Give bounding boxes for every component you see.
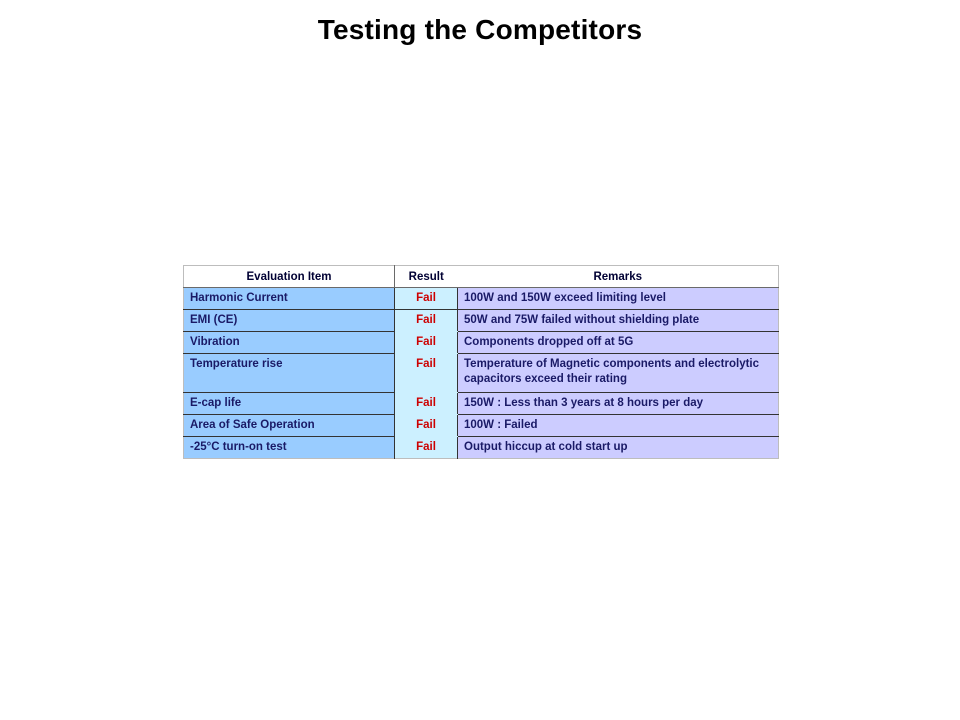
table-row bbox=[184, 393, 779, 415]
table-header-row bbox=[184, 266, 779, 288]
evaluation-table-container bbox=[183, 265, 778, 459]
evaluation-table bbox=[183, 265, 779, 459]
header-result: Result bbox=[395, 266, 458, 288]
evaluation-item-cell: Temperature rise bbox=[184, 354, 395, 393]
remarks-cell: 50W and 75W failed without shielding plate bbox=[458, 310, 779, 332]
remarks-cell: 150W : Less than 3 years at 8 hours per day bbox=[458, 393, 779, 415]
evaluation-item-cell: EMI (CE) bbox=[184, 310, 395, 332]
result-cell: Fail bbox=[395, 354, 458, 393]
result-cell: Fail bbox=[395, 393, 458, 415]
table-row bbox=[184, 437, 779, 459]
remarks-cell: 100W : Failed bbox=[458, 415, 779, 437]
header-remarks: Remarks bbox=[458, 266, 779, 288]
evaluation-item-cell: -25°C turn-on test bbox=[184, 437, 395, 459]
evaluation-item-cell: Harmonic Current bbox=[184, 288, 395, 310]
evaluation-item-cell: E-cap life bbox=[184, 393, 395, 415]
evaluation-item-cell: Area of Safe Operation bbox=[184, 415, 395, 437]
table-row bbox=[184, 332, 779, 354]
table-row bbox=[184, 288, 779, 310]
result-cell: Fail bbox=[395, 288, 458, 310]
header-evaluation-item: Evaluation Item bbox=[184, 266, 395, 288]
table-row bbox=[184, 415, 779, 437]
remarks-cell: Output hiccup at cold start up bbox=[458, 437, 779, 459]
slide-title: Testing the Competitors bbox=[317, 14, 643, 45]
remarks-cell: Temperature of Magnetic components and electrolytic capacitors exceed their rating bbox=[458, 354, 779, 393]
remarks-cell: Components dropped off at 5G bbox=[458, 332, 779, 354]
table-row bbox=[184, 310, 779, 332]
result-cell: Fail bbox=[395, 415, 458, 437]
remarks-cell: 100W and 150W exceed limiting level bbox=[458, 288, 779, 310]
evaluation-item-cell: Vibration bbox=[184, 332, 395, 354]
result-cell: Fail bbox=[395, 437, 458, 459]
table-row bbox=[184, 354, 779, 393]
result-cell: Fail bbox=[395, 332, 458, 354]
result-cell: Fail bbox=[395, 310, 458, 332]
